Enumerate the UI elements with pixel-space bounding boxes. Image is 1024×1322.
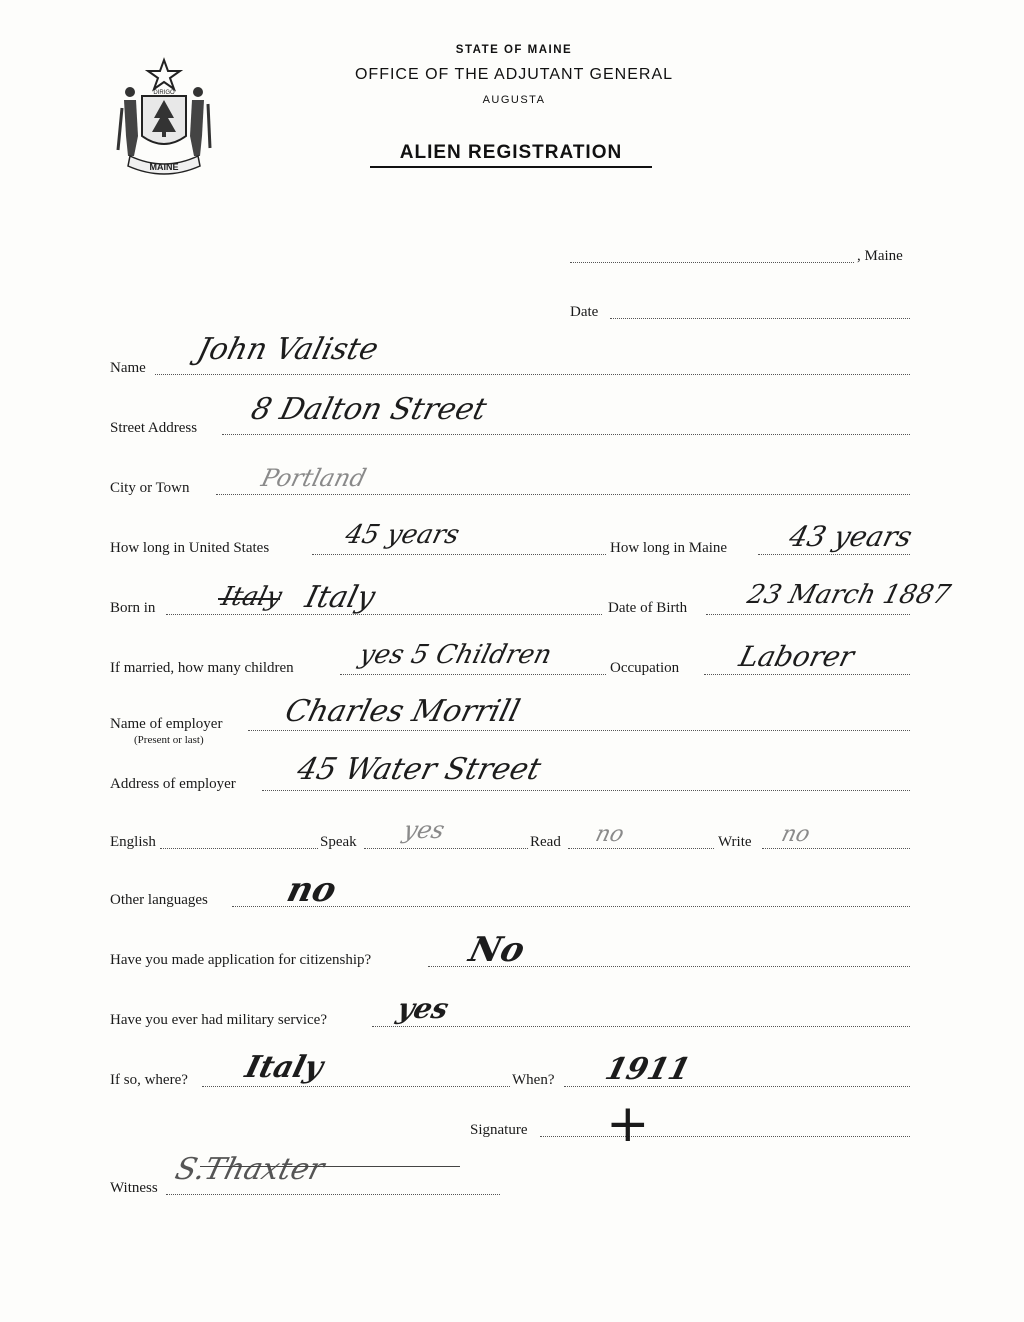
date-of-birth-line xyxy=(706,614,910,615)
employer-address-value: 45 Water Street xyxy=(293,752,545,787)
header-state: STATE OF MAINE xyxy=(455,44,573,56)
name-label: Name xyxy=(110,360,146,376)
other-languages-line xyxy=(232,906,910,907)
citizenship-label: Have you made application for citizenship? xyxy=(110,952,372,968)
born-in-label: Born in xyxy=(110,600,156,616)
read-line xyxy=(568,848,714,849)
city-label: City or Town xyxy=(110,480,190,496)
married-children-value: yes 5 Children xyxy=(356,640,555,670)
how-long-us-value: 45 years xyxy=(342,520,463,550)
read-value: no xyxy=(592,822,627,847)
signature-label: Signature xyxy=(470,1122,528,1138)
seal-banner-text: MAINE xyxy=(149,162,179,172)
witness-line xyxy=(166,1194,500,1195)
signature-line xyxy=(540,1136,910,1137)
read-label: Read xyxy=(530,834,561,850)
english-label: English xyxy=(110,834,156,850)
date-label: Date xyxy=(570,304,599,320)
citizenship-value: No xyxy=(465,930,529,970)
if-so-where-line xyxy=(202,1086,510,1087)
military-when-value: 1911 xyxy=(601,1052,694,1087)
married-children-label: If married, how many children xyxy=(110,660,294,676)
married-children-line xyxy=(340,674,606,675)
date-of-birth-value: 23 March 1887 xyxy=(744,580,954,610)
maine-location-line xyxy=(570,262,854,263)
born-in-struck-value: Italy xyxy=(218,582,285,612)
form-title: ALIEN REGISTRATION xyxy=(370,142,652,168)
born-in-value: Italy xyxy=(301,580,379,615)
other-languages-value: no xyxy=(283,870,341,910)
occupation-line xyxy=(704,674,910,675)
write-value: no xyxy=(778,822,813,847)
write-label: Write xyxy=(718,834,752,850)
born-in-strikethrough xyxy=(218,598,280,600)
witness-signature: S.Thaxter xyxy=(171,1152,328,1187)
how-long-us-line xyxy=(312,554,606,555)
employer-name-note: (Present or last) xyxy=(134,734,204,746)
if-so-where-label: If so, where? xyxy=(110,1072,188,1088)
military-line xyxy=(372,1026,910,1027)
employer-address-label: Address of employer xyxy=(110,776,236,792)
other-languages-label: Other languages xyxy=(110,892,208,908)
name-value: John Valiste xyxy=(193,332,382,367)
employer-address-line xyxy=(262,790,910,791)
employer-name-line xyxy=(248,730,910,731)
occupation-label: Occupation xyxy=(610,660,680,676)
speak-label: Speak xyxy=(320,834,357,850)
english-line xyxy=(160,848,318,849)
header-city: AUGUSTA xyxy=(482,94,546,106)
maine-suffix-label: , Maine xyxy=(857,248,903,264)
write-line xyxy=(762,848,910,849)
street-address-line xyxy=(222,434,910,435)
date-line xyxy=(610,318,910,319)
military-label: Have you ever had military service? xyxy=(110,1012,327,1028)
witness-signature-flourish xyxy=(200,1166,460,1167)
how-long-maine-value: 43 years xyxy=(785,520,916,553)
header-office: OFFICE OF THE ADJUTANT GENERAL xyxy=(354,66,674,83)
signature-mark: + xyxy=(606,1094,650,1154)
city-line xyxy=(216,494,910,495)
military-where-value: Italy xyxy=(241,1050,327,1085)
date-of-birth-label: Date of Birth xyxy=(608,600,688,616)
employer-name-value: Charles Morrill xyxy=(281,694,524,729)
employer-name-label: Name of employer xyxy=(110,716,223,732)
born-in-line xyxy=(166,614,602,615)
occupation-value: Laborer xyxy=(735,640,858,673)
witness-label: Witness xyxy=(110,1180,158,1196)
street-address-label: Street Address xyxy=(110,420,198,436)
city-value: Portland xyxy=(258,464,370,492)
how-long-us-label: How long in United States xyxy=(110,540,270,556)
street-address-value: 8 Dalton Street xyxy=(247,392,491,427)
how-long-maine-label: How long in Maine xyxy=(610,540,728,556)
seal-motto-text: DIRIGO xyxy=(153,90,175,96)
speak-line xyxy=(364,848,528,849)
speak-value: yes xyxy=(400,816,448,844)
how-long-maine-line xyxy=(758,554,910,555)
when-label: When? xyxy=(512,1072,555,1088)
military-value: yes xyxy=(393,992,452,1025)
name-line xyxy=(155,374,910,375)
